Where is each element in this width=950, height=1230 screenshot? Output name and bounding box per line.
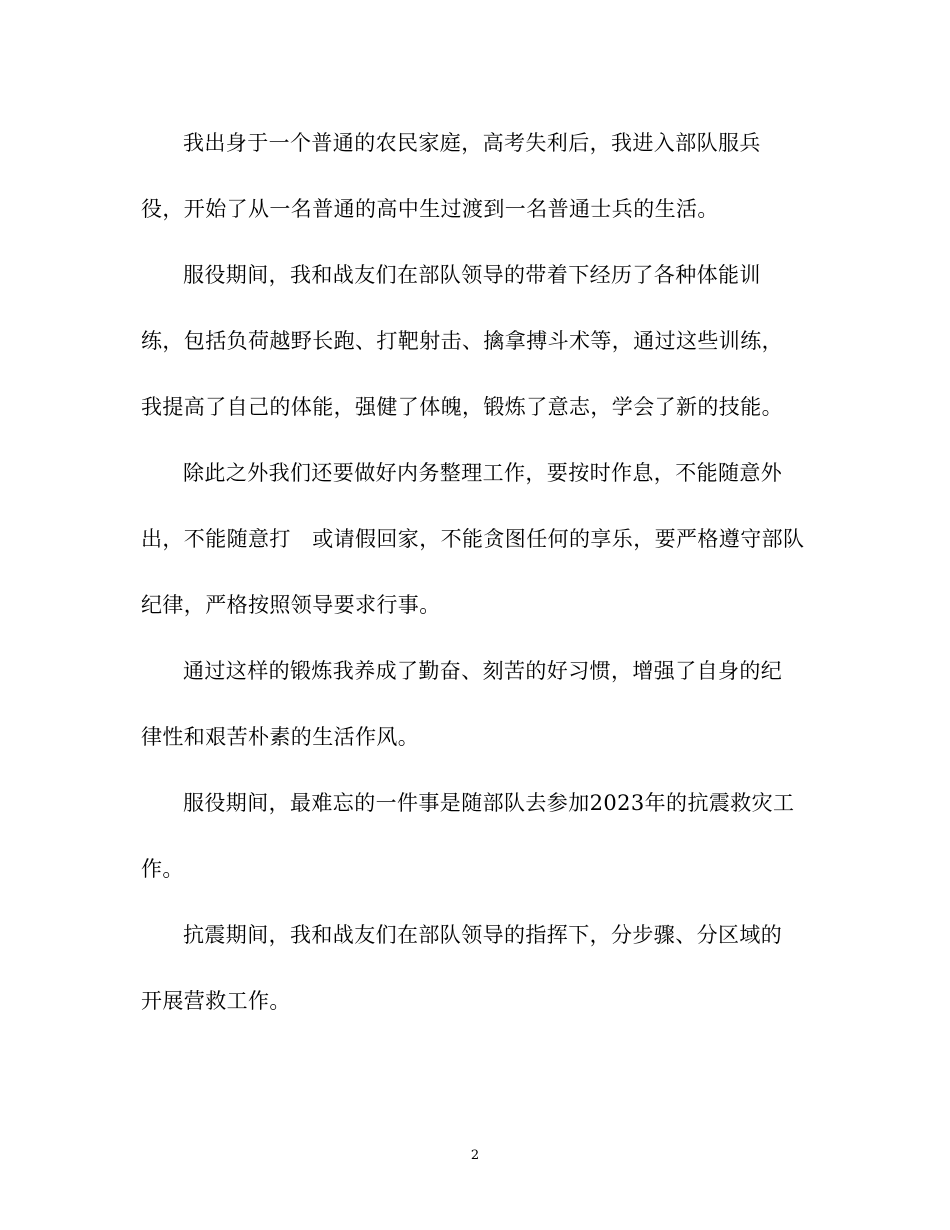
paragraph-1-line-1: 我出身于一个普通的农民家庭，高考失利后，我进入部队服兵 [183, 131, 761, 155]
paragraph-6-line-2: 开展营救工作。 [141, 989, 291, 1013]
paragraph-1 [141, 122, 821, 231]
paragraph-3-line-3: 纪律，严格按照领导要求行事。 [141, 593, 441, 617]
paragraph-5-line-1: 服役期间，最难忘的一件事是随部队去参加2023年的抗震救灾工 [183, 791, 795, 815]
paragraph-2-line-2: 练，包括负荷越野长跑、打靶射击、擒拿搏斗术等，通过这些训练， [141, 329, 783, 353]
paragraph-2-line-1: 服役期间，我和战友们在部队领导的带着下经历了各种体能训 [183, 263, 761, 287]
paragraph-5 [141, 782, 821, 891]
paragraph-3 [141, 452, 821, 627]
body-text [141, 122, 821, 1023]
paragraph-4 [141, 650, 821, 759]
paragraph-3-line-2: 出，不能随意打 或请假回家，不能贪图任何的享乐，要严格遵守部队 [141, 527, 805, 551]
paragraph-3-line-1: 除此之外我们还要做好内务整理工作，要按时作息，不能随意外 [183, 461, 783, 485]
paragraph-1-line-2: 役，开始了从一名普通的高中生过渡到一名普通士兵的生活。 [141, 197, 719, 221]
paragraph-5-line-2: 作。 [141, 857, 184, 881]
page-number: 2 [470, 1148, 480, 1163]
paragraph-2 [141, 254, 821, 429]
paragraph-6-line-1: 抗震期间，我和战友们在部队领导的指挥下，分步骤、分区域的 [183, 923, 783, 947]
paragraph-6 [141, 914, 821, 1023]
paragraph-2-line-3: 我提高了自己的体能，强健了体魄，锻炼了意志，学会了新的技能。 [141, 395, 783, 419]
paragraph-4-line-1: 通过这样的锻炼我养成了勤奋、刻苦的好习惯，增强了自身的纪 [183, 659, 783, 683]
paragraph-4-line-2: 律性和艰苦朴素的生活作风。 [141, 725, 420, 749]
